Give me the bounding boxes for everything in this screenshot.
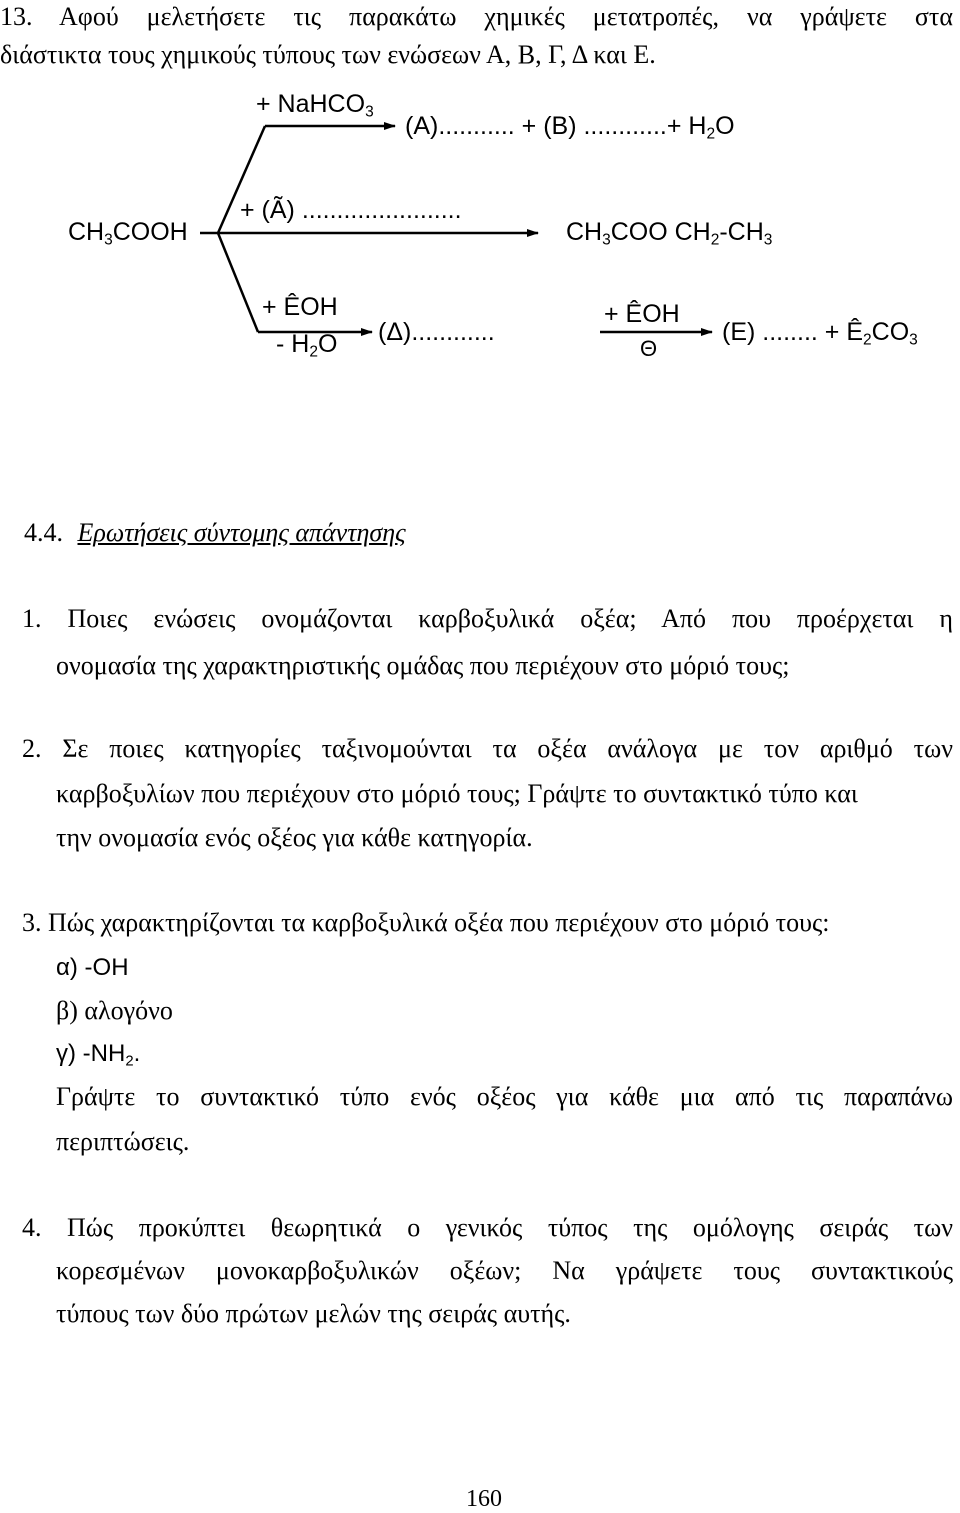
question-3-option-c: γ) $-NH_2$. [56,1040,141,1070]
page-number: 160 [466,1486,502,1512]
section-title: Ερωτήσεις σύντομης απάντησης [77,518,406,547]
section-number: 4.4. [24,518,63,547]
reagent-koh-1: + ÊΟΗ [262,293,338,321]
product-e: (Ε) ........ + $Ê_2CO_3$ [722,318,918,349]
product-delta: (Δ)............ [378,318,495,346]
q13-line1: 13. Αφού μελετήσετε τις παρακάτω χημικές μετατροπές, να γράψετε στα [0,2,953,31]
branch-bottom-line [218,233,258,332]
question-4-line2: κορεσμένων μονοκαρβοξυλικών οξέων; Να γράψετε τους συντακτικούς [56,1256,953,1285]
question-2-line3: την ονομασία ενός οξέος για κάθε κατηγορία. [56,823,533,852]
question-4-line1: 4. Πώς προκύπτει θεωρητικά ο γενικός τύπος της ομόλογης σειράς των [22,1213,953,1242]
question-3-line6: περιπτώσεις. [56,1127,190,1156]
q13-line2: διάστικτα τους χημικούς τύπους των ενώσεων Α, Β, Γ, Δ και Ε. [0,40,656,69]
question-4-line3: τύπους των δύο πρώτων μελών της σειράς αυτής. [56,1299,571,1328]
reagent-gamma: + (Ã) ....................... [240,196,462,224]
ester-product: $CH_3COO$ $CH_2-CH_3$ [566,218,773,249]
question-2-line2: καρβοξυλίων που περιέχουν στο μόριό τους; Γράψτε το συντακτικό τύπο και [56,779,858,808]
question-3-line5: Γράψτε το συντακτικό τύπο ενός οξέος για κάθε μια από τις παραπάνω [56,1082,953,1111]
question-3-line1: 3. Πώς χαρακτηρίζονται τα καρβοξυλικά οξέα που περιέχουν στο μόριό τους: [22,908,830,937]
heat-symbol: Θ [640,336,658,361]
starting-compound: $CH_3COOH$ [68,218,188,249]
question-1-line2: ονομασία της χαρακτηριστικής ομάδας που περιέχουν στο μόριό τους; [56,651,790,680]
reagent-minus-water: - $H_2O$ [276,330,338,361]
question-1-line1: 1. Ποιες ενώσεις ονομάζονται καρβοξυλικά οξέα; Από που προέρχεται η [22,604,953,633]
reagent-koh-2: + ÊΟΗ [604,300,680,328]
question-3-option-b: β) αλογόνο [56,996,173,1025]
section-heading [24,518,406,548]
product-top: (A)........... + (B) ............+ $H_2O$ [405,112,735,143]
question-3-option-a: α) -OH [56,954,129,981]
question-2-line1: 2. Σε ποιες κατηγορίες ταξινομούνται τα οξέα ανάλογα με τον αριθμό των [22,734,953,763]
reagent-nahco3: + NaHCO$_3$ [256,90,374,121]
